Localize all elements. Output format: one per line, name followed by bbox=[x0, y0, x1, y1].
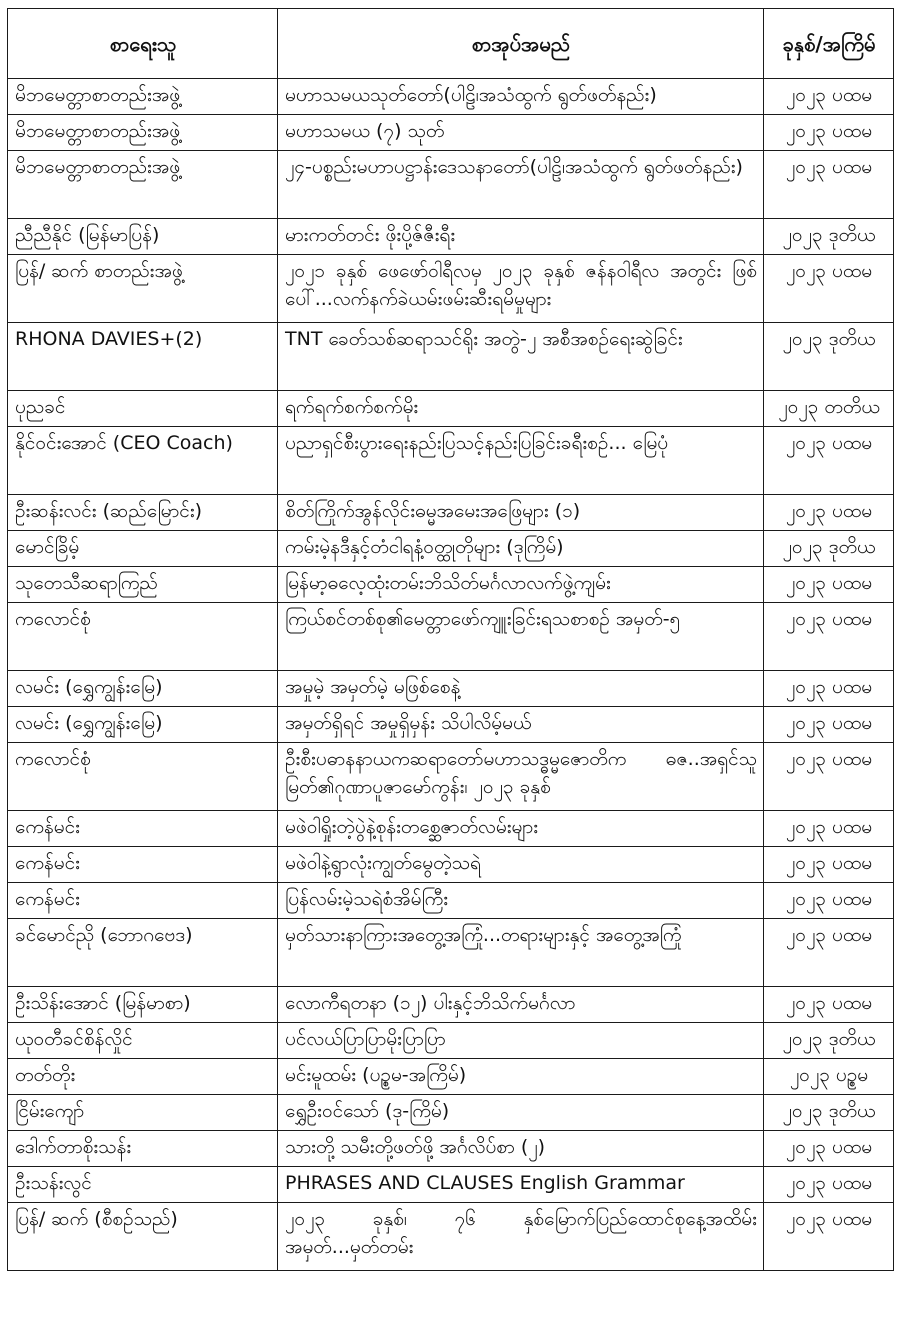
cell-author: တတ်တိုး bbox=[8, 1059, 278, 1095]
cell-author: ညီညီနိုင် (မြန်မာပြန်) bbox=[8, 219, 278, 255]
cell-title: မားကတ်တင်း ဖိုးပို့ဇ်ဇီးရီး bbox=[278, 219, 764, 255]
cell-edition: ၂၀၂၃ ပထမ bbox=[764, 919, 894, 987]
cell-author: ပုညခင် bbox=[8, 391, 278, 427]
cell-title: PHRASES AND CLAUSES English Grammar bbox=[278, 1167, 764, 1203]
table-row bbox=[8, 151, 894, 219]
cell-title: မဟာသမယ (၇) သုတ် bbox=[278, 115, 764, 151]
cell-author: မောင်ခြိမ့် bbox=[8, 531, 278, 567]
table-row bbox=[8, 219, 894, 255]
cell-edition: ၂၀၂၃ ဒုတိယ bbox=[764, 531, 894, 567]
table-row bbox=[8, 811, 894, 847]
table-row bbox=[8, 255, 894, 323]
cell-title: ၂၀၂၁ ခုနှစ် ဖေဖော်ဝါရီလမှ ၂၀၂၃ ခုနှစ် ဇန်နဝါရီလ အတွင်း ဖြစ်ပေါ်...လက်နက်ခဲယမ်းဖမ်းဆီးရမိမှုများ bbox=[278, 255, 764, 323]
cell-title: မဟာသမယသုတ်တော်(ပါဠိ၊အသံထွက် ရွတ်ဖတ်နည်း) bbox=[278, 79, 764, 115]
cell-title: ၂၄-ပစ္စည်းမဟာပဋ္ဌာန်းဒေသနာတော်(ပါဠိ၊အသံထွက် ရွတ်ဖတ်နည်း) bbox=[278, 151, 764, 219]
cell-author: လမင်း (ရွှေကျွန်းမြေ) bbox=[8, 671, 278, 707]
cell-edition: ၂၀၂၃ ပထမ bbox=[764, 567, 894, 603]
cell-title: အမှုမဲ့ အမှတ်မဲ့ မဖြစ်စေနဲ့ bbox=[278, 671, 764, 707]
cell-edition: ၂၀၂၃ ပထမ bbox=[764, 603, 894, 671]
cell-author: ပြန်/ ဆက် (စီစဉ်သည်) bbox=[8, 1203, 278, 1271]
cell-title: မှတ်သားနာကြားအတွေ့အကြုံ...တရားများနှင့် အတွေ့အကြုံ bbox=[278, 919, 764, 987]
cell-author: ကလောင်စုံ bbox=[8, 603, 278, 671]
table-row bbox=[8, 987, 894, 1023]
cell-edition: ၂၀၂၃ ပဉ္စမ bbox=[764, 1059, 894, 1095]
cell-edition: ၂၀၂၃ ပထမ bbox=[764, 1203, 894, 1271]
cell-title: ဦးစီးပဓာနနာယကဆရာတော်မဟာသဒ္ဓမ္မဇောတိက ဓဇ..အရှင်သူမြတ်၏ဂုဏာပူဇာမော်ကွန်း၊ ၂၀၂၃ ခုနှစ် bbox=[278, 743, 764, 811]
cell-title: သားတို့ သမီးတို့ဖတ်ဖို့ အင်္ဂလိပ်စာ (၂) bbox=[278, 1131, 764, 1167]
cell-author: ကေန်မင်း bbox=[8, 811, 278, 847]
table-row bbox=[8, 495, 894, 531]
cell-title: လောကီရတနာ (၁၂) ပါးနှင့်ဘိသိက်မင်္ဂလာ bbox=[278, 987, 764, 1023]
cell-author: RHONA DAVIES+(2) bbox=[8, 323, 278, 391]
cell-author: သုတေသီဆရာကြည် bbox=[8, 567, 278, 603]
cell-title: အမှတ်ရှိရင် အမှုရှိမှန်း သိပါလိမ့်မယ် bbox=[278, 707, 764, 743]
cell-edition: ၂၀၂၃ ပထမ bbox=[764, 115, 894, 151]
cell-author: ဦးဆန်းလင်း (ဆည်မြောင်း) bbox=[8, 495, 278, 531]
cell-author: ကေန်မင်း bbox=[8, 883, 278, 919]
cell-edition: ၂၀၂၃ ပထမ bbox=[764, 811, 894, 847]
table-row bbox=[8, 671, 894, 707]
cell-title: ပင်လယ်ပြာပြာမိုးပြာပြာ bbox=[278, 1023, 764, 1059]
cell-edition: ၂၀၂၃ ပထမ bbox=[764, 427, 894, 495]
cell-author: ကေန်မင်း bbox=[8, 847, 278, 883]
cell-edition: ၂၀၂၃ ပထမ bbox=[764, 847, 894, 883]
cell-edition: ၂၀၂၃ ပထမ bbox=[764, 707, 894, 743]
cell-edition: ၂၀၂၃ ပထမ bbox=[764, 151, 894, 219]
cell-edition: ၂၀၂၃ ဒုတိယ bbox=[764, 323, 894, 391]
table-row bbox=[8, 427, 894, 495]
cell-edition: ၂၀၂၃ ပထမ bbox=[764, 1167, 894, 1203]
cell-edition: ၂၀၂၃ ပထမ bbox=[764, 255, 894, 323]
cell-title: မဖဲဝါနဲ့ရွာလုံးကျွတ်မွေတဲ့သရဲ bbox=[278, 847, 764, 883]
table-row bbox=[8, 115, 894, 151]
cell-author: ပြန်/ ဆက် စာတည်းအဖွဲ့ bbox=[8, 255, 278, 323]
cell-title: မင်းမူထမ်း (ပဉ္စမ-အကြိမ်) bbox=[278, 1059, 764, 1095]
table-row bbox=[8, 1059, 894, 1095]
cell-title: ကမ်းမဲ့နဒီနှင့်တံငါရနံ့ဝတ္ထုတိုများ (ဒုကြိမ်) bbox=[278, 531, 764, 567]
table-row bbox=[8, 323, 894, 391]
cell-author: ဦးသန်းလွင် bbox=[8, 1167, 278, 1203]
cell-author: ဒေါက်တာစိုးသန်း bbox=[8, 1131, 278, 1167]
cell-title: TNT ခေတ်သစ်ဆရာသင်ရိုး အတွဲ-၂ အစီအစဉ်ရေးဆွဲခြင်း bbox=[278, 323, 764, 391]
header-title: စာအုပ်အမည် bbox=[278, 9, 764, 79]
table-row bbox=[8, 391, 894, 427]
header-edition: ခုနှစ်/အကြိမ် bbox=[764, 9, 894, 79]
table-row bbox=[8, 847, 894, 883]
table-row bbox=[8, 919, 894, 987]
cell-title: ပညာရှင်စီးပွားရေးနည်းပြသင့်နည်းပြခြင်းခရီးစဉ်... မြေပုံ bbox=[278, 427, 764, 495]
table-row bbox=[8, 883, 894, 919]
cell-author: ဦးသိန်းအောင် (မြန်မာစာ) bbox=[8, 987, 278, 1023]
cell-title: ရက်ရက်စက်စက်မိုး bbox=[278, 391, 764, 427]
cell-edition: ၂၀၂၃ ဒုတိယ bbox=[764, 219, 894, 255]
table-row bbox=[8, 567, 894, 603]
table-row bbox=[8, 1203, 894, 1271]
cell-author: ခင်မောင်ညို (ဘောဂဗေဒ) bbox=[8, 919, 278, 987]
table-row bbox=[8, 1167, 894, 1203]
header-author: စာရေးသူ bbox=[8, 9, 278, 79]
cell-title: ကြယ်စင်တစ်စု၏မေတ္တာဖော်ကျူးခြင်းရသစာစဉ် အမှတ်-၅ bbox=[278, 603, 764, 671]
cell-author: နိုင်ဝင်းအောင် (CEO Coach) bbox=[8, 427, 278, 495]
cell-title: မြန်မာ့ဓလေ့ထုံးတမ်းဘိသိတ်မင်္ဂလာလက်ဖွဲ့ကျမ်း bbox=[278, 567, 764, 603]
cell-edition: ၂၀၂၃ ပထမ bbox=[764, 495, 894, 531]
book-list-table bbox=[7, 8, 894, 1271]
cell-author: မိဘမေတ္တာစာတည်းအဖွဲ့ bbox=[8, 151, 278, 219]
cell-edition: ၂၀၂၃ ဒုတိယ bbox=[764, 1095, 894, 1131]
cell-author: ငြိမ်းကျော် bbox=[8, 1095, 278, 1131]
cell-author: ယုဝတီခင်စိန်လှိုင် bbox=[8, 1023, 278, 1059]
cell-edition: ၂၀၂၃ တတိယ bbox=[764, 391, 894, 427]
cell-author: မိဘမေတ္တာစာတည်းအဖွဲ့ bbox=[8, 115, 278, 151]
cell-author: ကလောင်စုံ bbox=[8, 743, 278, 811]
table-row bbox=[8, 531, 894, 567]
header-row bbox=[8, 9, 894, 79]
cell-title: ရွှေဦးဝင်သော် (ဒု-ကြိမ်) bbox=[278, 1095, 764, 1131]
table-row bbox=[8, 1023, 894, 1059]
table-row bbox=[8, 707, 894, 743]
cell-edition: ၂၀၂၃ ဒုတိယ bbox=[764, 1023, 894, 1059]
cell-author: မိဘမေတ္တာစာတည်းအဖွဲ့ bbox=[8, 79, 278, 115]
cell-edition: ၂၀၂၃ ပထမ bbox=[764, 1131, 894, 1167]
cell-edition: ၂၀၂၃ ပထမ bbox=[764, 743, 894, 811]
cell-title: မဖဲဝါရှိုးတဲ့ပွဲနဲ့စုန်းတစ္ဆေဇာတ်လမ်းများ bbox=[278, 811, 764, 847]
cell-title: ပြန်လမ်းမဲ့သရဲစံအိမ်ကြီး bbox=[278, 883, 764, 919]
cell-title: စိတ်ကြိုက်အွန်လိုင်းဓမ္မအမေးအဖြေများ (၁) bbox=[278, 495, 764, 531]
cell-author: လမင်း (ရွှေကျွန်းမြေ) bbox=[8, 707, 278, 743]
table-row bbox=[8, 1131, 894, 1167]
cell-edition: ၂၀၂၃ ပထမ bbox=[764, 883, 894, 919]
cell-edition: ၂၀၂၃ ပထမ bbox=[764, 671, 894, 707]
table-row bbox=[8, 1095, 894, 1131]
table-row bbox=[8, 79, 894, 115]
cell-title: ၂၀၂၃ ခုနှစ်၊ ၇၆ နှစ်မြောက်ပြည်ထောင်စုနေ့အထိမ်း အမှတ်...မှတ်တမ်း bbox=[278, 1203, 764, 1271]
table-row bbox=[8, 743, 894, 811]
cell-edition: ၂၀၂၃ ပထမ bbox=[764, 987, 894, 1023]
table-row bbox=[8, 603, 894, 671]
cell-edition: ၂၀၂၃ ပထမ bbox=[764, 79, 894, 115]
